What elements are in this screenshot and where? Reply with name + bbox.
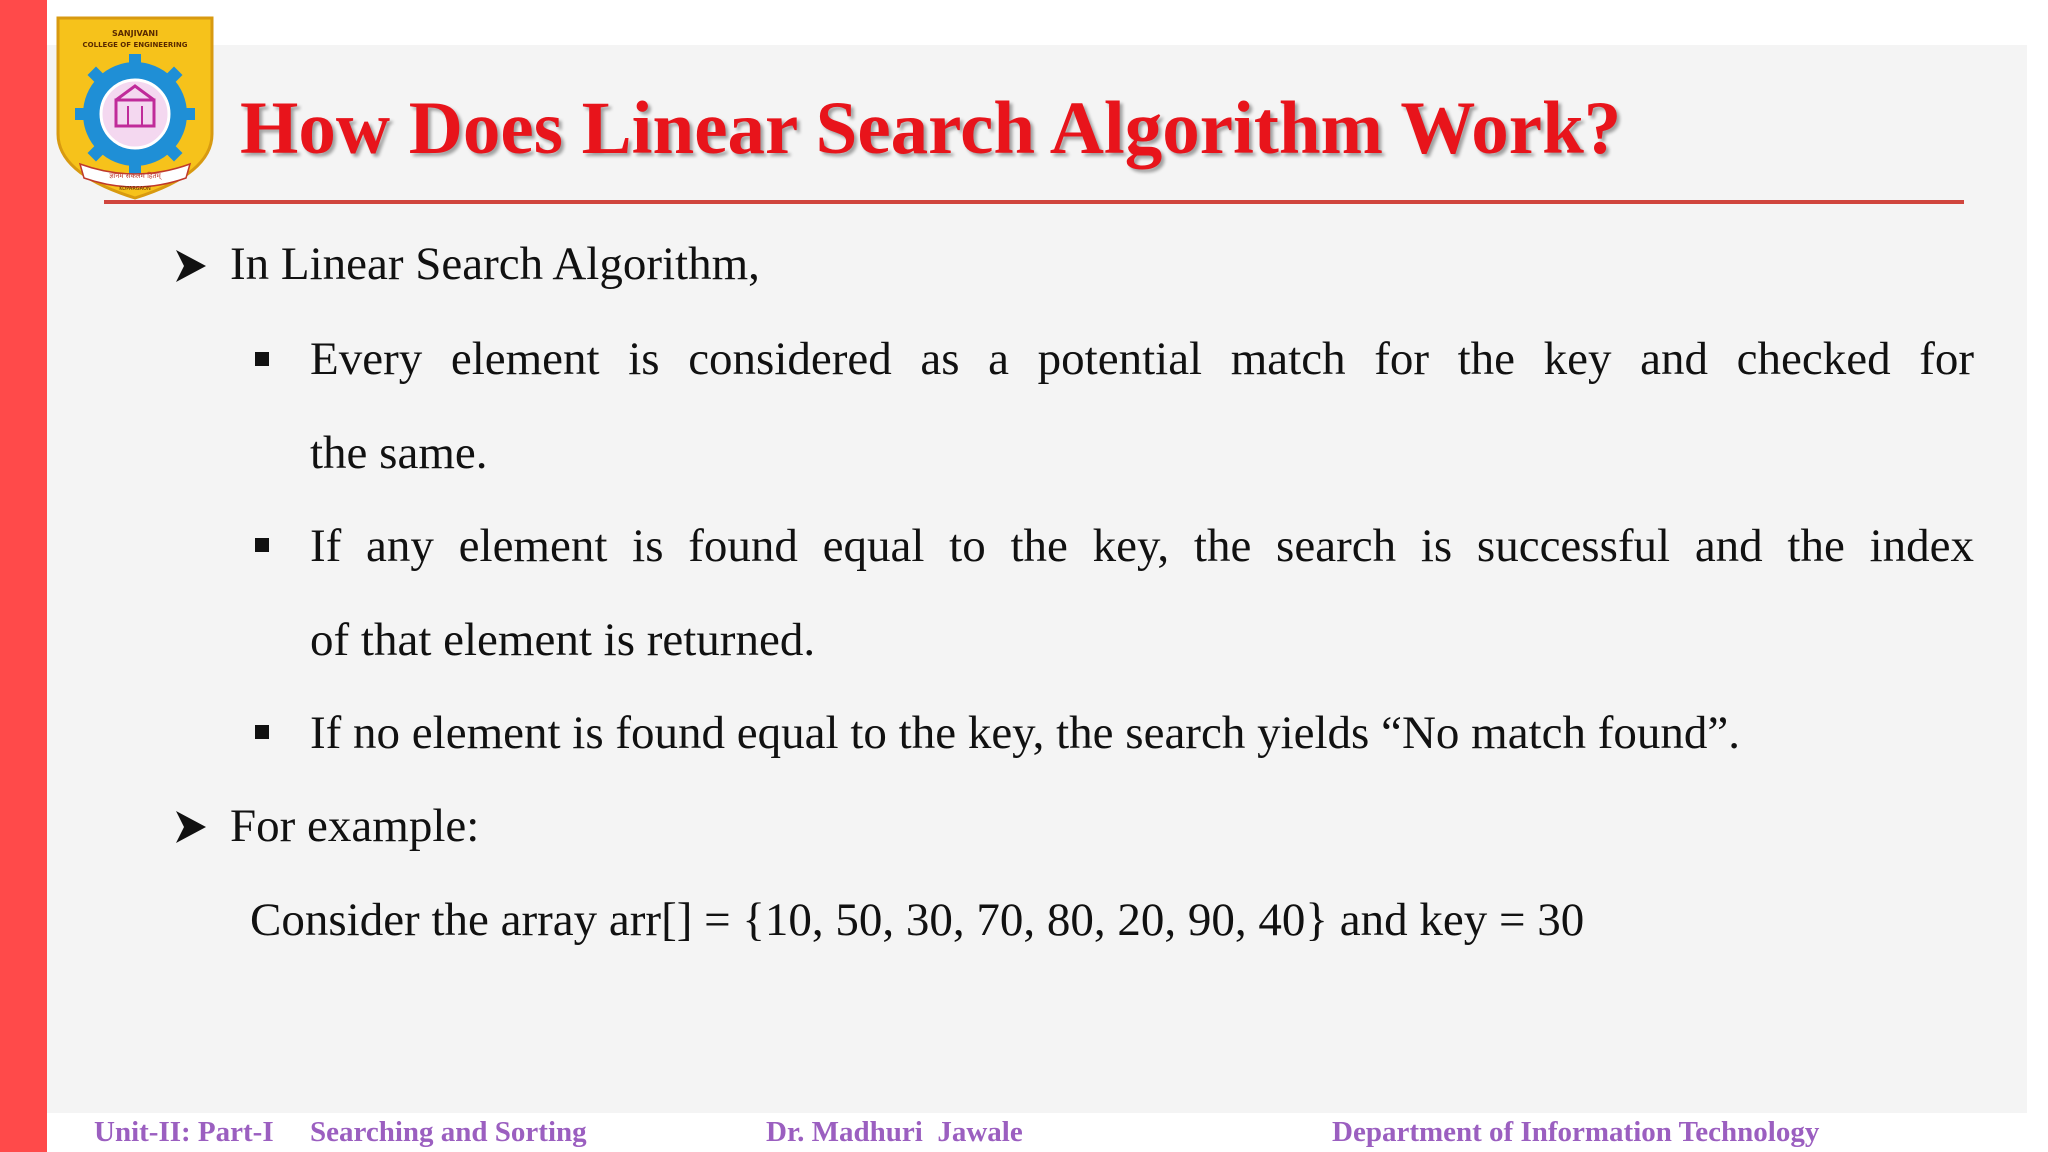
bullet-level1-text: For example:	[230, 800, 480, 852]
bullet-level2-line: If no element is found equal to the key, the search yields “No match found”.	[310, 707, 1740, 759]
footer-department: Department of Information Technology	[1332, 1116, 1820, 1148]
bullet-level2-line: If any element is found equal to the key, the search is successful and the index	[310, 520, 1974, 572]
college-logo	[52, 14, 218, 200]
footer-topic: Searching and Sorting	[310, 1116, 587, 1148]
logo-ribbon-text: ज्ञानम सकलम हितम्	[109, 172, 161, 180]
bullet-level1-text: In Linear Search Algorithm,	[230, 238, 760, 290]
bullet-level2-line: of that element is returned.	[310, 614, 816, 666]
example-array-text: Consider the array arr[] = {10, 50, 30, 70, 80, 20, 90, 40} and key = 30	[250, 894, 1585, 946]
slide-title: How Does Linear Search Algorithm Work?	[240, 87, 1622, 170]
footer-author: Dr. Madhuri Jawale	[766, 1116, 1023, 1148]
left-accent-bar	[0, 0, 47, 1152]
title-divider	[104, 200, 1964, 204]
logo-bottom-text: KOPARGAON	[119, 186, 151, 192]
footer-unit: Unit-II: Part-I	[94, 1116, 274, 1148]
gear-emblem-icon	[75, 54, 195, 174]
logo-sub-text: COLLEGE OF ENGINEERING	[82, 41, 188, 49]
bullet-level2-line: the same.	[310, 427, 488, 479]
bullet-level2-line: Every element is considered as a potential match for the key and checked for	[310, 333, 1974, 385]
logo-top-text: SANJIVANI	[111, 29, 159, 38]
slide-panel	[47, 45, 2027, 1113]
